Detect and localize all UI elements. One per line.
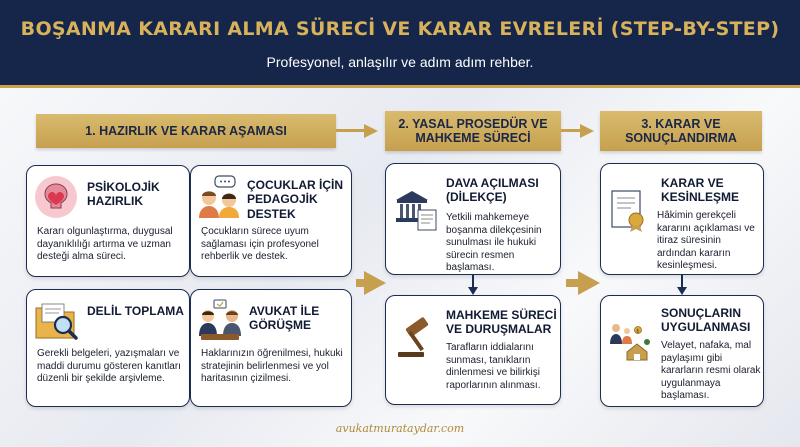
card-sonuc-title: SONUÇLARIN UYGULANMASI: [661, 306, 751, 335]
down-arrow-dava-mahkeme: [468, 287, 478, 295]
card-mahkeme-text: Tarafların iddialarını sunması, tanıkların dinlenmesi ve bilirkişi raporlarının alınması.: [446, 342, 541, 391]
card-psikolojik: [26, 165, 190, 277]
stage-1-banner: 1. HAZIRLIK VE KARAR AŞAMASI: [36, 114, 336, 148]
certificate-icon: [609, 188, 649, 232]
children-icon: [197, 174, 241, 220]
family-house-icon: [607, 318, 653, 362]
stage-connector-1: [336, 129, 366, 132]
card-psikolojik-title: PSİKOLOJİK HAZIRLIK: [87, 180, 160, 209]
card-mahkeme-title: MAHKEME SÜRECİ VE DURUŞMALAR: [446, 308, 557, 337]
footer-website: avukatmurataydar.com: [335, 422, 465, 435]
stage-connector-2: [561, 129, 581, 132]
card-avukat: [190, 289, 352, 407]
card-delil: [26, 289, 190, 407]
card-sonuc-text: Velayet, nafaka, mal paylaşımı gibi kararların resmi olarak uygulanmaya başlaması.: [661, 340, 761, 401]
card-avukat-text: Haklarınızın öğrenilmesi, hukuki stratejinin belirlenmesi ve yol haritasının çizilmesi.: [201, 348, 343, 384]
card-mahkeme: [385, 295, 561, 405]
stage-arrow-1: [364, 124, 378, 138]
card-karar: [600, 163, 764, 275]
card-delil-title: DELİL TOPLAMA: [87, 304, 184, 318]
card-dava: [385, 163, 561, 275]
lawyer-meeting-icon: [197, 298, 243, 344]
flow-arrow-1: [364, 271, 386, 295]
page-subtitle: Profesyonel, anlaşılır ve adım adım rehber.: [266, 54, 534, 70]
card-dava-title: DAVA AÇILMASI (DİLEKÇE): [446, 176, 539, 205]
page-title: BOŞANMA KARARI ALMA SÜRECİ VE KARAR EVRELERİ (STEP-BY-STEP): [20, 18, 780, 40]
gavel-icon: [394, 316, 438, 360]
folder-magnifier-icon: [33, 298, 79, 342]
card-cocuklar-text: Çocukların sürece uyum sağlaması için profesyonel rehberlik ve destek.: [201, 226, 319, 262]
brain-heart-icon: [33, 174, 79, 220]
card-psikolojik-text: Kararı olgunlaştırma, duygusal dayanıklılığı artırma ve uzman desteği alma süreci.: [37, 226, 173, 262]
down-arrow-karar-sonuc: [677, 287, 687, 295]
card-karar-text: Hâkimin gerekçeli kararını açıklaması ve itiraz süresinin ardından kararın kesinleşmesi.: [657, 210, 755, 271]
card-sonuc: [600, 295, 764, 407]
courthouse-document-icon: [394, 188, 438, 232]
card-karar-title: KARAR VE KESİNLEŞME: [661, 176, 740, 205]
card-delil-text: Gerekli belgeleri, yazışmaları ve maddi durumu gösteren kanıtları düzenli bir şekilde arşivleme.: [37, 348, 181, 384]
stage-3-banner: 3. KARAR VE SONUÇLANDIRMA: [600, 111, 762, 151]
flow-arrow-2: [578, 271, 600, 295]
card-dava-text: Yetkili mahkemeye boşanma dilekçesinin sunulması ile hukuki sürecin resmen başlaması.: [446, 212, 542, 273]
stage-2-banner: 2. YASAL PROSEDÜR VE MAHKEME SÜRECİ: [385, 111, 561, 151]
header-banner: [0, 0, 800, 88]
card-cocuklar-title: ÇOCUKLAR İÇİN PEDAGOJİK DESTEK: [247, 178, 343, 221]
card-avukat-title: AVUKAT İLE GÖRÜŞME: [249, 304, 320, 333]
stage-arrow-2: [580, 124, 594, 138]
card-cocuklar: [190, 165, 352, 277]
svg-text:$: $: [636, 328, 640, 335]
